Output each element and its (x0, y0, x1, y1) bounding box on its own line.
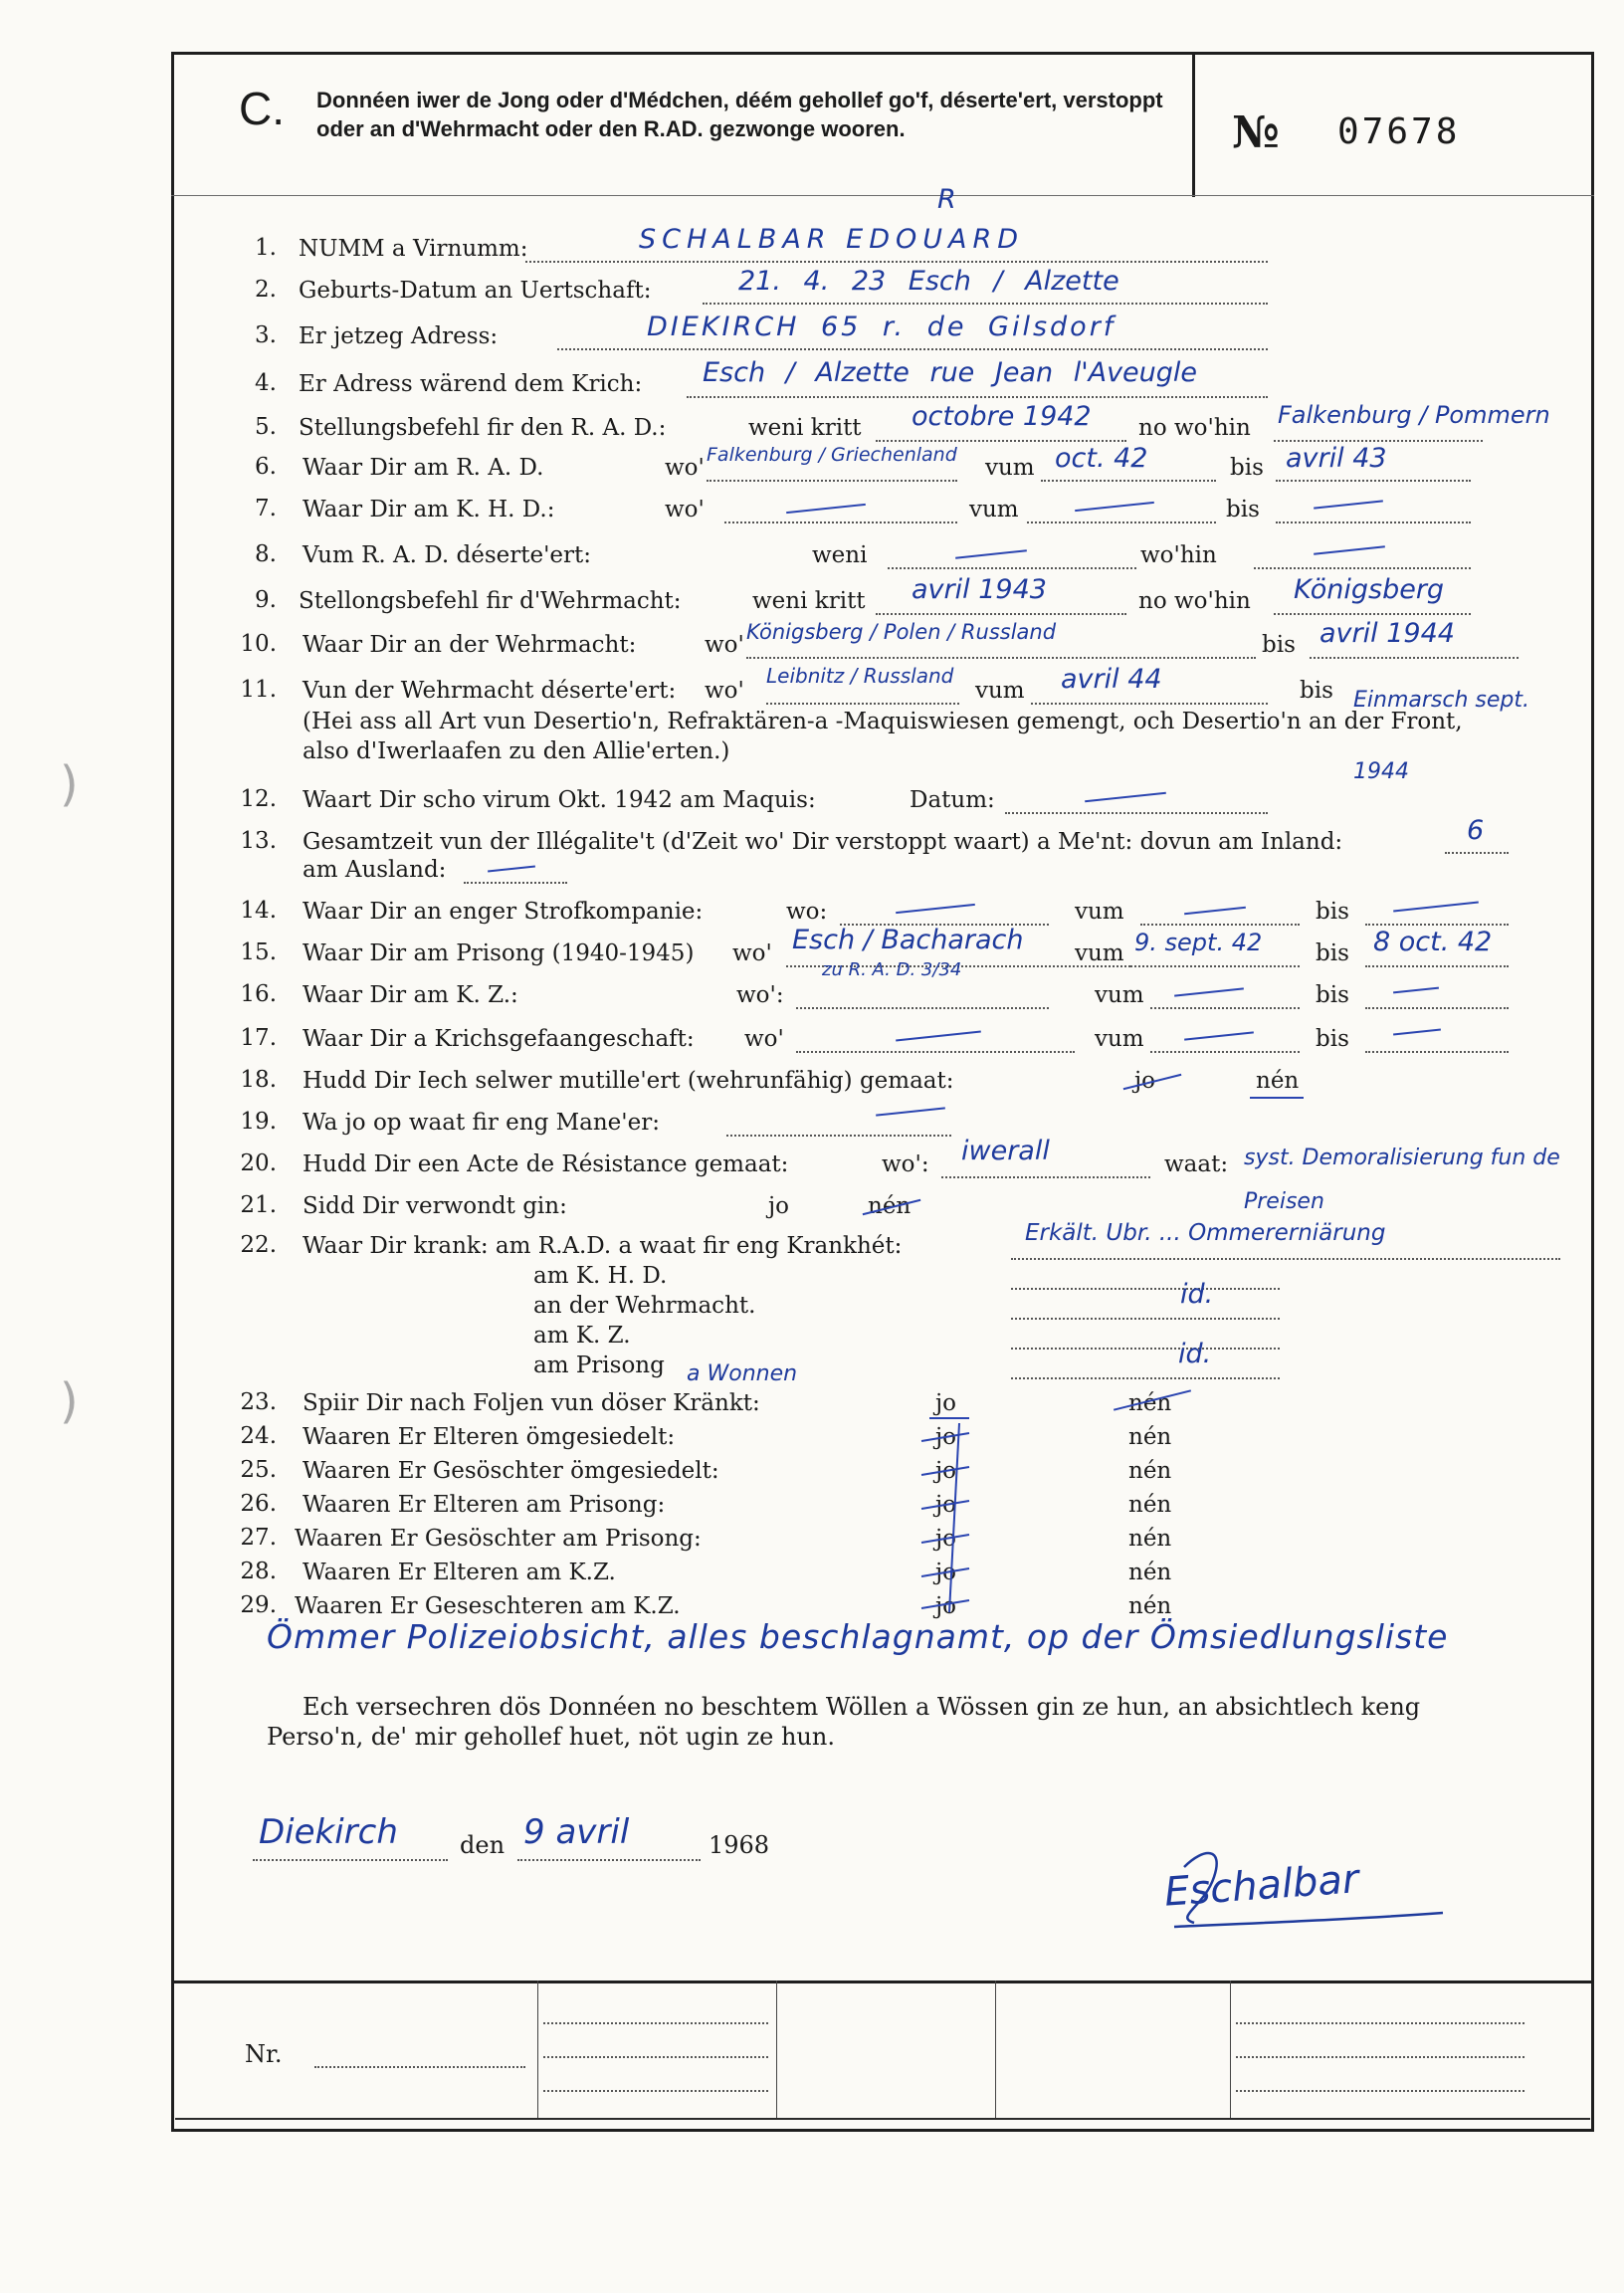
handwritten-prison-note: zu R. A. D. 3/34 (822, 959, 962, 980)
wo-label: wo' (732, 940, 772, 966)
answer-nen: nén (868, 1193, 912, 1219)
fill-line (543, 2056, 768, 2058)
handwritten-wehrmacht-to: avril 1944 (1320, 618, 1455, 649)
bis-label: bis (1226, 497, 1260, 522)
handwritten-rad-to: avril 43 (1286, 443, 1387, 474)
fill-line (888, 567, 1136, 569)
answer-nen: nén (1128, 1390, 1172, 1416)
field-label-siblings-camp: Waaren Er Geseschteren am K.Z. (295, 1593, 681, 1619)
handwritten-rad-date: octobre 1942 (912, 401, 1092, 432)
wo-label: wo' (744, 1026, 784, 1052)
row-number: 7. (255, 496, 277, 521)
bis-label: bis (1316, 899, 1349, 925)
bis-label: bis (1316, 1026, 1349, 1052)
row-number: 1. (255, 235, 277, 261)
row-number: 3. (255, 322, 277, 348)
row-number: 2. (255, 277, 277, 303)
answer-nen: nén (1128, 1593, 1172, 1619)
weni-label: weni kritt (752, 588, 866, 614)
row-number: 29. (240, 1592, 277, 1618)
vum-label: vum (1095, 1026, 1144, 1052)
wo-label: wo' (665, 455, 705, 481)
field-label-method: Wa jo op waat fir eng Mane'er: (303, 1110, 660, 1136)
row-number: 22. (240, 1232, 277, 1258)
bis-label: bis (1316, 940, 1349, 966)
row-number: 14. (240, 898, 277, 924)
table-column-line (995, 1980, 996, 2120)
field-label-rad-service: Waar Dir am R. A. D. (303, 455, 544, 481)
handwritten-wehrmacht-place: Königsberg / Polen / Russland (746, 620, 1057, 644)
wohin-label: wo'hin (1140, 542, 1217, 568)
signature-stroke (1174, 1913, 1443, 1927)
row-number: 27. (240, 1525, 277, 1551)
signature-flourish (1144, 1827, 1473, 1947)
fill-line (1031, 703, 1268, 705)
fill-line (1041, 480, 1216, 482)
answer-jo: jo (935, 1593, 956, 1619)
waat-label: waat: (1164, 1151, 1229, 1177)
illness-sub-wehrmacht: an der Wehrmacht. (533, 1293, 756, 1319)
answer-jo: jo (935, 1526, 956, 1552)
nr-label: Nr. (245, 2040, 283, 2068)
fill-line (876, 613, 1126, 615)
row-number: 26. (240, 1491, 277, 1517)
strike-mark (921, 1568, 969, 1576)
field-label-rad-desertion: Vum R. A. D. déserte'ert: (303, 542, 592, 568)
illness-sub-kz: am K. Z. (533, 1323, 631, 1349)
field-label-self-mutilation: Hudd Dir Iech selwer mutille'ert (wehrunfähig) gemaat: (303, 1068, 954, 1094)
field-label-rad-order: Stellungsbefehl fir den R. A. D.: (299, 415, 667, 441)
selected-underline (1250, 1097, 1304, 1099)
strike-mark (921, 1535, 969, 1543)
answer-jo: jo (1134, 1068, 1155, 1094)
fill-line (1011, 1377, 1280, 1379)
fill-line (1011, 1258, 1560, 1260)
wo-label: wo' (705, 678, 744, 704)
field-label-consequences: Spiir Dir nach Foljen vun döser Kränkt: (303, 1390, 760, 1416)
field-label-penal-company: Waar Dir an enger Strofkompanie: (303, 899, 704, 925)
handwritten-war-address: Esch / Alzette rue Jean l'Aveugle (703, 357, 1198, 388)
bis-label: bis (1316, 982, 1349, 1008)
illness-sub-prison: am Prisong (533, 1353, 665, 1378)
answer-nen: nén (1128, 1560, 1172, 1585)
section-title: Donnéen iwer de Jong oder d'Médchen, déém gehollef go'f, déserte'ert, verstoppt oder an d'Wehrmacht oder den R.AD. gezwonge wooren. (316, 88, 1163, 141)
bottom-double-rule (175, 2118, 1590, 2120)
field-label-resistance: Hudd Dir een Acte de Résistance gemaat: (303, 1151, 789, 1177)
punch-hole-mark: ) (60, 1373, 79, 1429)
fill-line (796, 1051, 1075, 1053)
handwritten-desertion-from: avril 44 (1061, 664, 1162, 695)
handwritten-consequence-note: a Wonnen (687, 1361, 798, 1386)
answer-jo: jo (768, 1193, 789, 1219)
illness-sub-khd: am K. H. D. (533, 1263, 668, 1289)
handwritten-remark: Ömmer Polizeiobsicht, alles beschlagnamt, op der Ömsiedlungsliste (267, 1617, 1449, 1656)
table-column-line (776, 1980, 777, 2120)
row-number: 5. (255, 414, 277, 440)
answer-jo: jo (935, 1492, 956, 1518)
declaration-text: Ech versechren dös Donnéen no beschtem Wöllen a Wössen gin ze hun, an absichtlech keng Perso'n, de' mir gehollef huet, nöt ugin ze hun. (267, 1693, 1421, 1751)
handwritten-resistance-act: syst. Demoralisierung fun de Preisen (1244, 1146, 1560, 1214)
bis-label: bis (1262, 632, 1296, 658)
bottom-table-rule (171, 1980, 1594, 1983)
wo-label: wo': (736, 982, 784, 1008)
field-label-wehrmacht-service: Waar Dir an der Wehrmacht: (303, 632, 637, 658)
row-number: 25. (240, 1457, 277, 1483)
handwritten-illness-prison: id. (1178, 1339, 1212, 1369)
fill-line (707, 480, 957, 482)
strike-mark (949, 1423, 959, 1612)
handwritten-address: DIEKIRCH 65 r. de Gilsdorf (647, 312, 1116, 342)
fill-line (941, 1176, 1150, 1178)
signature: Eschalbar (1162, 1856, 1360, 1916)
field-label-wehrmacht-desertion: Vun der Wehrmacht déserte'ert: (303, 678, 677, 704)
handwritten-inland-months: 6 (1467, 815, 1485, 846)
fill-line (746, 657, 1256, 659)
field-label-illness: Waar Dir krank: am R.A.D. a waat fir eng Krankhét: (303, 1233, 903, 1259)
header-separator (1192, 52, 1195, 197)
fill-line (1150, 1007, 1300, 1009)
fill-line (543, 2022, 768, 2024)
handwritten-desertion-place: Leibnitz / Russland (766, 664, 954, 688)
vum-label: vum (1095, 982, 1144, 1008)
handwritten-correction: R (937, 184, 956, 215)
weni-label: weni (812, 542, 868, 568)
row-number: 18. (240, 1067, 277, 1093)
table-column-line (537, 1980, 538, 2120)
fill-line (796, 1007, 1049, 1009)
row-number: 10. (240, 631, 277, 657)
strike-mark (921, 1467, 969, 1475)
fill-line (525, 261, 1268, 263)
answer-nen: nén (1128, 1492, 1172, 1518)
row-number: 15. (240, 939, 277, 965)
answer-nen: nén (1128, 1458, 1172, 1484)
handwritten-rad-destination: Falkenburg / Pommern (1278, 401, 1550, 429)
jo-strike-marks (915, 1413, 975, 1622)
row-number: 24. (240, 1423, 277, 1449)
answer-jo: jo (935, 1560, 956, 1585)
answer-nen: nén (1256, 1068, 1300, 1094)
strike-mark (921, 1433, 969, 1441)
fill-line (687, 396, 1268, 398)
handwritten-illness-wehrmacht: id. (1180, 1279, 1214, 1310)
vum-label: vum (1075, 940, 1124, 966)
wo-label: wo: (786, 899, 828, 925)
handwritten-wehrmacht-date: avril 1943 (912, 574, 1047, 605)
punch-hole-mark: ) (60, 756, 79, 812)
fill-line (253, 1859, 448, 1861)
fill-line (1236, 2022, 1524, 2024)
wo-label: wo': (882, 1151, 929, 1177)
fill-line (1150, 1051, 1300, 1053)
answer-nen: nén (1128, 1526, 1172, 1552)
fill-line (1445, 852, 1509, 854)
vum-label: vum (1075, 899, 1124, 925)
handwritten-desertion-to: Einmarsch sept. 1944 (1353, 688, 1529, 784)
row-number: 6. (255, 454, 277, 480)
field-label-camp: Waar Dir am K. Z.: (303, 982, 518, 1008)
field-label-parents-camp: Waaren Er Elteren am K.Z. (303, 1560, 616, 1585)
fill-line (1274, 613, 1471, 615)
header-rule (171, 195, 1594, 196)
field-label-parents-prison: Waaren Er Elteren am Prisong: (303, 1492, 666, 1518)
fill-line (1365, 965, 1509, 967)
handwritten-prison-from: 9. sept. 42 (1134, 929, 1263, 956)
fill-line (557, 348, 1268, 350)
year-label: 1968 (709, 1831, 770, 1859)
field-label-parents-resettled: Waaren Er Elteren ömgesiedelt: (303, 1424, 676, 1450)
fill-line (1011, 1288, 1280, 1290)
answer-nen: nén (1128, 1424, 1172, 1450)
fill-line (1236, 2056, 1524, 2058)
fill-line (1310, 657, 1519, 659)
fill-line (1276, 521, 1471, 523)
fill-line (1236, 2090, 1524, 2092)
field-label-siblings-prison: Waaren Er Gesöschter am Prisong: (295, 1526, 702, 1552)
row-number: 28. (240, 1559, 277, 1584)
handwritten-wehrmacht-destination: Königsberg (1294, 574, 1445, 605)
row-number: 8. (255, 541, 277, 567)
bis-label: bis (1300, 678, 1333, 704)
fill-line (1274, 440, 1483, 442)
fill-line (703, 303, 1268, 305)
wo-label: wo' (665, 497, 705, 522)
weni-label: weni kritt (748, 415, 862, 441)
handwritten-birth: 21. 4. 23 Esch / Alzette (738, 266, 1119, 297)
fill-line (1365, 924, 1509, 926)
field-label-prison: Waar Dir am Prisong (1940-1945) (303, 940, 695, 966)
section-letter: C. (239, 83, 285, 134)
vum-label: vum (969, 497, 1019, 522)
signature-stroke (1184, 1853, 1217, 1923)
fill-line (517, 1859, 701, 1861)
fill-line (1365, 1007, 1509, 1009)
row-number: 19. (240, 1109, 277, 1135)
field-label-war-address: Er Adress wärend dem Krich: (299, 371, 643, 397)
table-column-line (1230, 1980, 1231, 2120)
fill-line (1027, 521, 1216, 523)
field-label-captivity: Waar Dir a Krichsgefaangeschaft: (303, 1026, 695, 1052)
fill-line (724, 521, 957, 523)
fill-line (543, 2090, 768, 2092)
wo-label: wo' (705, 632, 744, 658)
wohin-label: no wo'hin (1138, 415, 1251, 441)
row-number: 21. (240, 1192, 277, 1218)
vum-label: vum (975, 678, 1025, 704)
handwritten-place: Diekirch (259, 1812, 398, 1852)
fill-line (1005, 812, 1268, 814)
field-label-birth: Geburts-Datum an Uertschaft: (299, 278, 652, 304)
row-number: 23. (240, 1389, 277, 1415)
fill-line (1140, 924, 1300, 926)
vum-label: vum (985, 455, 1035, 481)
row-number: 13. (240, 828, 277, 854)
number-label: № (1232, 107, 1280, 158)
handwritten-rad-place: Falkenburg / Griechenland (707, 444, 957, 466)
field-label-address: Er jetzeg Adress: (299, 323, 499, 349)
fill-line (726, 1135, 951, 1137)
fill-line (1011, 1348, 1280, 1350)
answer-jo: jo (935, 1390, 956, 1416)
handwritten-rad-from: oct. 42 (1055, 443, 1148, 474)
ausland-label: am Ausland: (303, 857, 447, 883)
answer-jo: jo (935, 1458, 956, 1484)
field-label-name: NUMM a Virnumm: (299, 236, 528, 262)
desertion-explanation: (Hei ass all Art vun Desertio'n, Refraktären-a -Maquiswiesen gemengt, och Desertio'n an der Front, also d'Iwerlaafen zu den Allie'erten.) (303, 709, 1463, 764)
row-number: 9. (255, 587, 277, 613)
field-label-khd: Waar Dir am K. H. D.: (303, 497, 555, 522)
fill-line (1011, 1318, 1280, 1320)
wohin-label: no wo'hin (1138, 588, 1251, 614)
fill-line (1365, 1051, 1509, 1053)
bis-label: bis (1230, 455, 1264, 481)
row-number: 17. (240, 1025, 277, 1051)
strike-mark (921, 1600, 969, 1608)
fill-line (1130, 965, 1300, 967)
row-number: 20. (240, 1150, 277, 1176)
fill-line (464, 882, 567, 884)
field-label-maquis: Waart Dir scho virum Okt. 1942 am Maquis: (303, 787, 816, 813)
form-number: 07678 (1337, 111, 1461, 152)
row-number: 16. (240, 981, 277, 1007)
handwritten-illness: Erkält. Ubr. ... Ommererniärung (1025, 1220, 1386, 1246)
handwritten-prison-to: 8 oct. 42 (1373, 927, 1493, 957)
row-number: 4. (255, 370, 277, 396)
field-label-wounded: Sidd Dir verwondt gin: (303, 1193, 567, 1219)
handwritten-date: 9 avril (523, 1812, 630, 1852)
fill-line (1276, 480, 1471, 482)
handwritten-resistance-place: iwerall (961, 1136, 1050, 1166)
row-number: 11. (240, 677, 277, 703)
field-label-wehrmacht-order: Stellongsbefehl fir d'Wehrmacht: (299, 588, 682, 614)
row-number: 12. (240, 786, 277, 812)
den-label: den (460, 1831, 506, 1859)
handwritten-prison-place: Esch / Bacharach (792, 925, 1024, 955)
fill-line (766, 703, 959, 705)
field-label-illegality: Gesamtzeit vun der Illégalite't (d'Zeit wo' Dir verstoppt waart) a Me'nt: dovun am Inland: (303, 829, 1343, 855)
strike-mark (921, 1501, 969, 1509)
fill-line (314, 2066, 525, 2068)
handwritten-name: SCHALBAR EDOUARD (639, 224, 1025, 255)
field-label-siblings-resettled: Waaren Er Gesöschter ömgesiedelt: (303, 1458, 719, 1484)
answer-jo: jo (935, 1424, 956, 1450)
fill-line (1254, 567, 1471, 569)
datum-label: Datum: (910, 787, 995, 813)
